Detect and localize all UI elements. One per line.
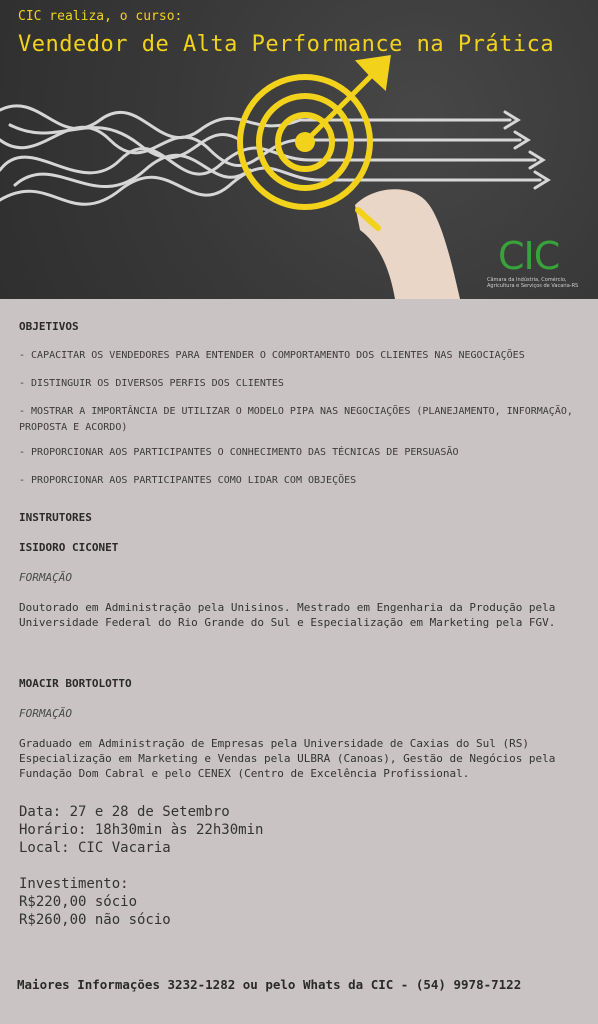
instructor-name: MOACIR BORTOLOTTO (19, 677, 132, 690)
price-member: R$220,00 sócio (19, 894, 138, 910)
investment-label: Investimento: (19, 876, 129, 892)
banner (0, 0, 598, 299)
event-time: Horário: 18h30min às 22h30min (19, 822, 264, 838)
event-date: Data: 27 e 28 de Setembro (19, 804, 230, 820)
course-title: Vendedor de Alta Performance na Prática (18, 32, 555, 57)
objective-item: - CAPACITAR OS VENDEDORES PARA ENTENDER O COMPORTAMENTO DOS CLIENTES NAS NEGOCIAÇÕES (19, 350, 525, 361)
objective-item: - PROPORCIONAR AOS PARTICIPANTES COMO LIDAR COM OBJEÇÕES (19, 475, 357, 486)
contact-info: Maiores Informações 3232-1282 ou pelo Whats da CIC - (54) 9978-7122 (17, 977, 522, 992)
objective-item: - PROPORCIONAR AOS PARTICIPANTES O CONHECIMENTO DAS TÉCNICAS DE PERSUASÃO (19, 447, 459, 458)
event-location: Local: CIC Vacaria (19, 840, 171, 856)
cic-logo-caption: Câmara da Indústria, Comércio, Agricultura e Serviços de Vacaria-RS (487, 277, 579, 289)
objective-item: - MOSTRAR A IMPORTÂNCIA DE UTILIZAR O MODELO PIPA NAS NEGOCIAÇÕES (PLANEJAMENTO, INFORMAÇÃO, PROPOSTA E ACORDO) (19, 406, 573, 433)
formacao-label: FORMAÇÃO (19, 571, 72, 584)
objetivos-heading: OBJETIVOS (19, 320, 79, 333)
price-non-member: R$260,00 não sócio (19, 912, 171, 928)
objective-item: - DISTINGUIR OS DIVERSOS PERFIS DOS CLIENTES (19, 378, 284, 389)
banner-subtitle: CIC realiza, o curso: (18, 9, 183, 24)
formacao-label: FORMAÇÃO (19, 707, 72, 720)
instructor-bio: Graduado em Administração de Empresas pela Universidade de Caxias do Sul (RS) Especialização em Marketing e Vendas pela ULBRA (Canoas), Gestão de Negócios pela Fundação Dom Cabral e pelo CENEX (Centro de Excelência Profissional. (19, 737, 556, 780)
instrutores-heading: INSTRUTORES (19, 511, 92, 524)
instructor-bio: Doutorado em Administração pela Unisinos. Mestrado em Engenharia da Produção pela Universidade Federal do Rio Grande do Sul e Especialização em Marketing pela FGV. (19, 601, 556, 629)
cic-logo: CIC (498, 234, 560, 278)
instructor-name: ISIDORO CICONET (19, 541, 119, 554)
